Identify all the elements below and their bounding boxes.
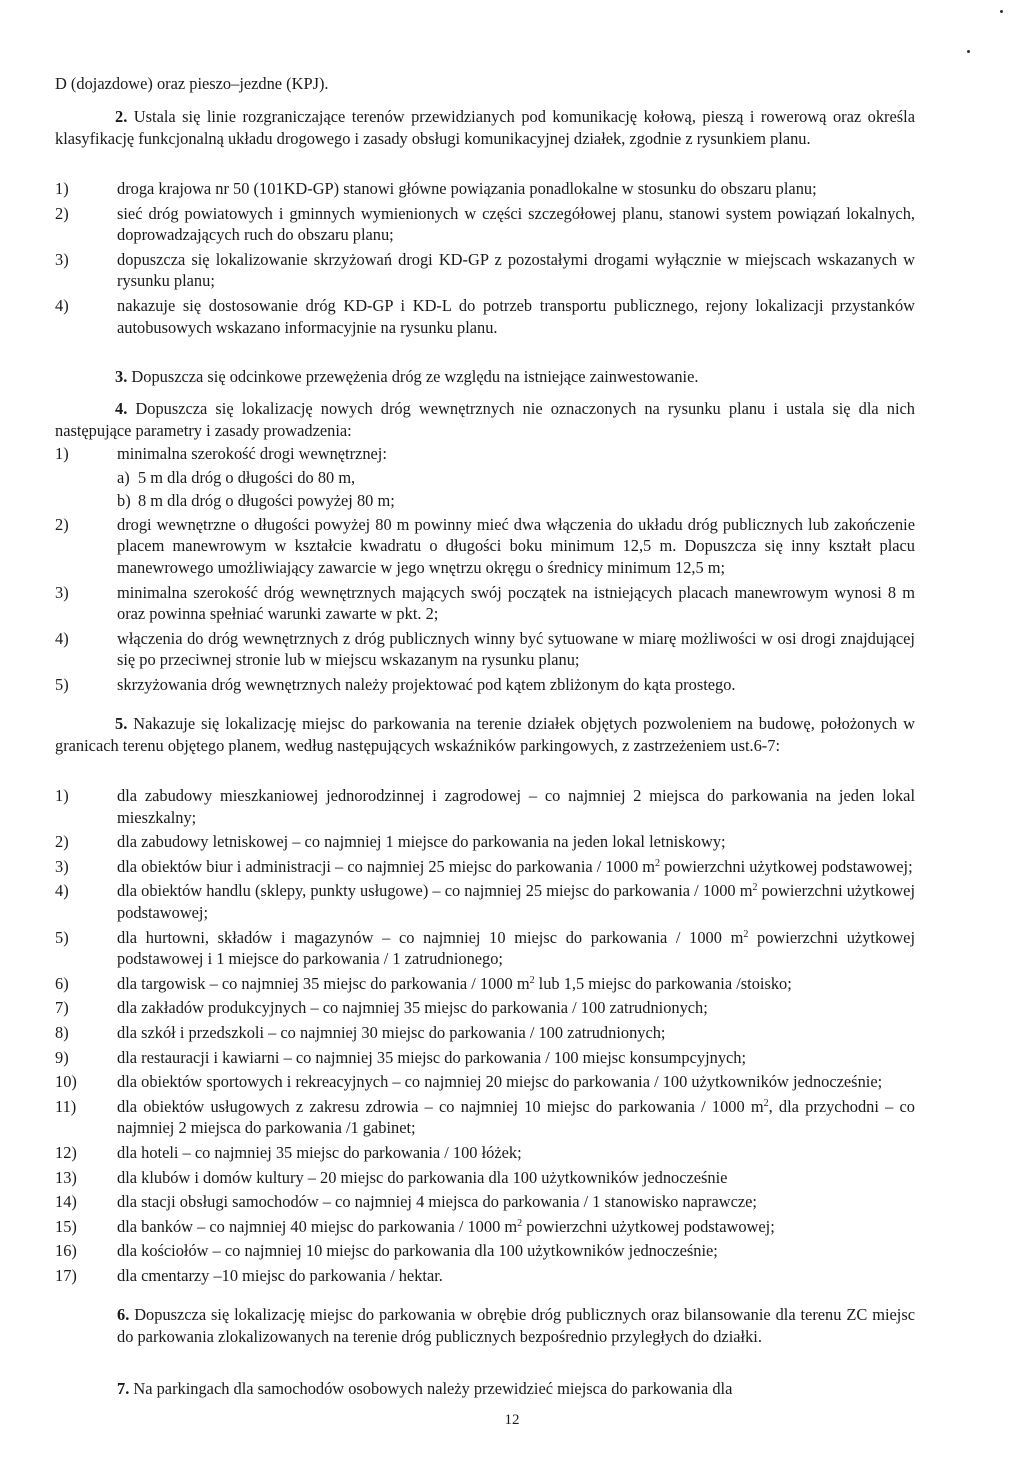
item-number: 11) — [55, 1096, 77, 1116]
paragraph-4 — [55, 398, 915, 441]
item-text: dla zabudowy letniskowej – co najmniej 1 miejsce do parkowania na jeden lokal letniskowy; — [117, 832, 726, 852]
item-text: dla obiektów biur i administracji – co najmniej 25 miejsc do parkowania / 1000 m — [117, 856, 656, 876]
item-number: 1) — [55, 179, 69, 198]
paragraph-text: Dopuszcza się odcinkowe przewężenia dróg ze względu na istniejące zainwestowanie. — [131, 367, 699, 386]
list-item — [55, 1047, 915, 1069]
superscript-2: 2 — [763, 1097, 769, 1109]
page-number: 12 — [504, 1412, 520, 1428]
item-number: 16) — [55, 1241, 77, 1261]
item-number: 13) — [55, 1167, 77, 1187]
item-number: 3) — [55, 249, 69, 269]
list-item — [55, 880, 915, 923]
item-text-cont: lub 1,5 miejsc do parkowania /stoisko; — [534, 973, 792, 993]
list-item — [55, 1191, 915, 1213]
item-text: dla restauracji i kawiarni – co najmniej 35 miejsc do parkowania / 100 miejsc konsumpcyjnych; — [117, 1047, 747, 1067]
paragraph-number: 2. — [115, 107, 128, 126]
superscript-2: 2 — [752, 882, 758, 894]
paragraph-6 — [117, 1304, 915, 1347]
sub-item — [55, 467, 915, 489]
paragraph-number: 7. — [117, 1379, 130, 1398]
item-number: 4) — [55, 628, 69, 648]
item-text: drogi wewnętrzne o długości powyżej 80 m powinny mieć dwa włączenia do układu dróg publicznych lub zakończenie placem manewrowym w kształcie kwadratu o długości boku minimum 12,5 m. Dopuszcza się inny kształt placu manewrowego umożliwiający zawarcie w jego wnętrzu okręgu o średnicy minimum 12,5 m; — [117, 514, 915, 577]
item-text: nakazuje się dostosowanie dróg KD-GP i KD-L do potrzeb transportu publicznego, rejony lokalizacji przystanków autobusowych wskazano informacyjnie na rysunku planu. — [117, 295, 915, 337]
sub-item — [55, 490, 915, 512]
list-item — [55, 785, 915, 828]
list-item — [55, 1265, 915, 1287]
sub-item-text: 5 m dla dróg o długości do 80 m, — [138, 467, 356, 487]
superscript-2: 2 — [529, 974, 535, 986]
item-text-cont: powierzchni użytkowej podstawowej; — [660, 856, 913, 876]
item-text: dla cmentarzy –10 miejsc do parkowania / hektar. — [117, 1265, 443, 1285]
list-p2 — [55, 178, 915, 338]
list-item — [55, 927, 915, 970]
item-text-cont: powierzchni użytkowej podstawowej; — [522, 1216, 775, 1236]
item-number: 14) — [55, 1192, 77, 1212]
item-text: minimalna szerokość dróg wewnętrznych mających swój początek na istniejących placach manewrowym wynosi 8 m oraz powinna spełniać warunki zawarte w pkt. 2; — [117, 582, 915, 624]
list-item — [55, 973, 915, 995]
item-text: dla banków – co najmniej 40 miejsc do parkowania / 1000 m — [117, 1216, 518, 1236]
item-text: dla targowisk – co najmniej 35 miejsc do parkowania / 1000 m — [117, 973, 530, 993]
item-text-cont: , dla przychodni – co najmniej 2 miejsca do parkowania /1 gabinet; — [117, 1096, 915, 1138]
item-number: 10) — [55, 1072, 77, 1092]
item-text-cont: powierzchni użytkowej podstawowej; — [117, 881, 916, 922]
list-item — [55, 856, 915, 878]
item-text-cont: powierzchni użytkowej podstawowej i 1 miejsce do parkowania / 1 zatrudnionego; — [117, 927, 916, 969]
item-text: dla obiektów sportowych i rekreacyjnych – co najmniej 20 miejsc do parkowania / 100 użytkowników jednocześnie; — [117, 1072, 883, 1092]
list-item — [55, 582, 915, 625]
item-number: 15) — [55, 1216, 77, 1236]
list-item — [55, 1022, 915, 1044]
superscript-2: 2 — [517, 1217, 523, 1229]
list-item — [55, 674, 915, 696]
list-item — [55, 443, 915, 465]
superscript-2: 2 — [743, 928, 749, 940]
item-number: 2) — [55, 514, 69, 534]
item-number: 9) — [55, 1047, 69, 1067]
item-text: sieć dróg powiatowych i gminnych wymienionych w części szczegółowej planu, stanowi system powiązań lokalnych, doprowadzających ruch do obszaru planu; — [117, 203, 915, 245]
list-item — [55, 203, 915, 246]
item-text: droga krajowa nr 50 (101KD-GP) stanowi główne powiązania ponadlokalne w stosunku do obszaru planu; — [117, 179, 817, 198]
item-number: 17) — [55, 1265, 77, 1285]
sub-item-letter: b) — [117, 491, 131, 511]
item-text: dopuszcza się lokalizowanie skrzyżowań drogi KD-GP z pozostałymi drogami wyłącznie w miejscach wskazanych w rysunku planu; — [117, 249, 915, 291]
item-number: 1) — [55, 786, 69, 805]
item-text: dla zakładów produkcyjnych – co najmniej 35 miejsc do parkowania / 100 zatrudnionych; — [117, 998, 708, 1018]
item-number: 12) — [55, 1142, 77, 1162]
paragraph-5 — [55, 713, 915, 756]
paragraph-number: 6. — [117, 1305, 130, 1324]
list-item — [55, 628, 915, 671]
item-number: 5) — [55, 927, 69, 947]
list-item — [55, 1167, 915, 1189]
scan-speck — [1000, 10, 1003, 13]
list-item — [55, 831, 915, 853]
paragraph-text: Dopuszcza się lokalizację nowych dróg wewnętrznych nie oznaczonych na rysunku planu i ustala się dla nich następujące parametry i zasady prowadzenia: — [55, 399, 915, 440]
list-item — [55, 1216, 915, 1238]
item-number: 2) — [55, 203, 69, 223]
list-item — [55, 997, 915, 1019]
list-item — [55, 1071, 915, 1093]
paragraph-text: Ustala się linie rozgraniczające terenów przewidzianych pod komunikację kołową, pieszą i rowerową oraz określa klasyfikację funkcjonalną układu drogowego i zasady obsługi komunikacyjnej działek, zgodnie z rysunkiem planu. — [55, 107, 915, 148]
item-text: dla szkół i przedszkoli – co najmniej 30 miejsc do parkowania / 100 zatrudnionych; — [117, 1022, 666, 1042]
list-item — [55, 249, 915, 292]
item-number: 3) — [55, 856, 69, 876]
item-text: dla hoteli – co najmniej 35 miejsc do parkowania / 100 łóżek; — [117, 1142, 522, 1162]
item-text: dla kościołów – co najmniej 10 miejsc do parkowania dla 100 użytkowników jednocześnie; — [117, 1241, 718, 1261]
paragraph-text: Na parkingach dla samochodów osobowych należy przewidzieć miejsca do parkowania dla — [133, 1379, 733, 1398]
item-text: skrzyżowania dróg wewnętrznych należy projektować pod kątem zbliżonym do kąta prostego. — [117, 674, 736, 694]
paragraph-2 — [55, 106, 915, 149]
item-text: dla obiektów handlu (sklepy, punkty usługowe) – co najmniej 25 miejsc do parkowania / 1000 m — [117, 881, 753, 901]
item-text: dla obiektów usługowych z zakresu zdrowia – co najmniej 10 miejsc do parkowania / 1000 m — [117, 1096, 764, 1116]
sub-item-text: 8 m dla dróg o długości powyżej 80 m; — [138, 491, 395, 511]
item-number: 3) — [55, 582, 69, 602]
paragraph-3 — [55, 366, 915, 388]
item-number: 2) — [55, 832, 69, 852]
item-number: 4) — [55, 295, 69, 315]
paragraph-7 — [117, 1378, 915, 1400]
item-text: dla klubów i domów kultury – 20 miejsc do parkowania dla 100 użytkowników jednocześnie — [117, 1167, 728, 1187]
item-text: dla zabudowy mieszkaniowej jednorodzinnej i zagrodowej – co najmniej 2 miejsca do parkowania na jeden lokal mieszkalny; — [117, 786, 915, 827]
paragraph-number: 5. — [115, 714, 128, 733]
list-p4 — [55, 443, 915, 696]
sub-item-letter: a) — [117, 467, 130, 487]
item-number: 1) — [55, 444, 69, 463]
item-text: dla stacji obsługi samochodów – co najmniej 4 miejsca do parkowania / 1 stanowisko naprawcze; — [117, 1192, 757, 1212]
paragraph-number: 3. — [115, 367, 128, 386]
item-number: 5) — [55, 674, 69, 694]
item-text: włączenia do dróg wewnętrznych z dróg publicznych winny być sytuowane w miarę możliwości w osi drogi znajdującej się po przeciwnej stronie lub w miejscu wskazanym na rysunku planu; — [117, 628, 915, 670]
item-number: 4) — [55, 881, 69, 901]
paragraph-text: Dopuszcza się lokalizację miejsc do parkowania w obrębie dróg publicznych oraz bilansowanie dla terenu ZC miejsc do parkowania zlokalizowanych na terenie dróg publicznych bezpośrednio przyległych do działki. — [117, 1305, 915, 1346]
item-number: 7) — [55, 998, 69, 1018]
paragraph-number: 4. — [115, 399, 128, 418]
list-p5 — [55, 785, 915, 1286]
heading-line: D (dojazdowe) oraz pieszo–jezdne (KPJ). — [55, 74, 329, 93]
list-item — [55, 178, 915, 200]
item-text: dla hurtowni, składów i magazynów – co najmniej 10 miejsc do parkowania / 1000 m — [117, 927, 744, 947]
list-item — [55, 295, 915, 338]
scan-speck — [967, 50, 970, 53]
paragraph-text: Nakazuje się lokalizację miejsc do parkowania na terenie działek objętych pozwoleniem na budowę, położonych w granicach terenu objętego planem, według następujących wskaźników parkingowych, z zastrzeżeniem ust.6-7: — [55, 714, 915, 755]
item-number: 8) — [55, 1022, 69, 1042]
item-text: minimalna szerokość drogi wewnętrznej: — [117, 444, 387, 463]
superscript-2: 2 — [655, 857, 661, 869]
list-item — [55, 1096, 915, 1139]
list-item — [55, 514, 915, 579]
list-item — [55, 1240, 915, 1262]
list-item — [55, 1142, 915, 1164]
item-number: 6) — [55, 973, 69, 993]
